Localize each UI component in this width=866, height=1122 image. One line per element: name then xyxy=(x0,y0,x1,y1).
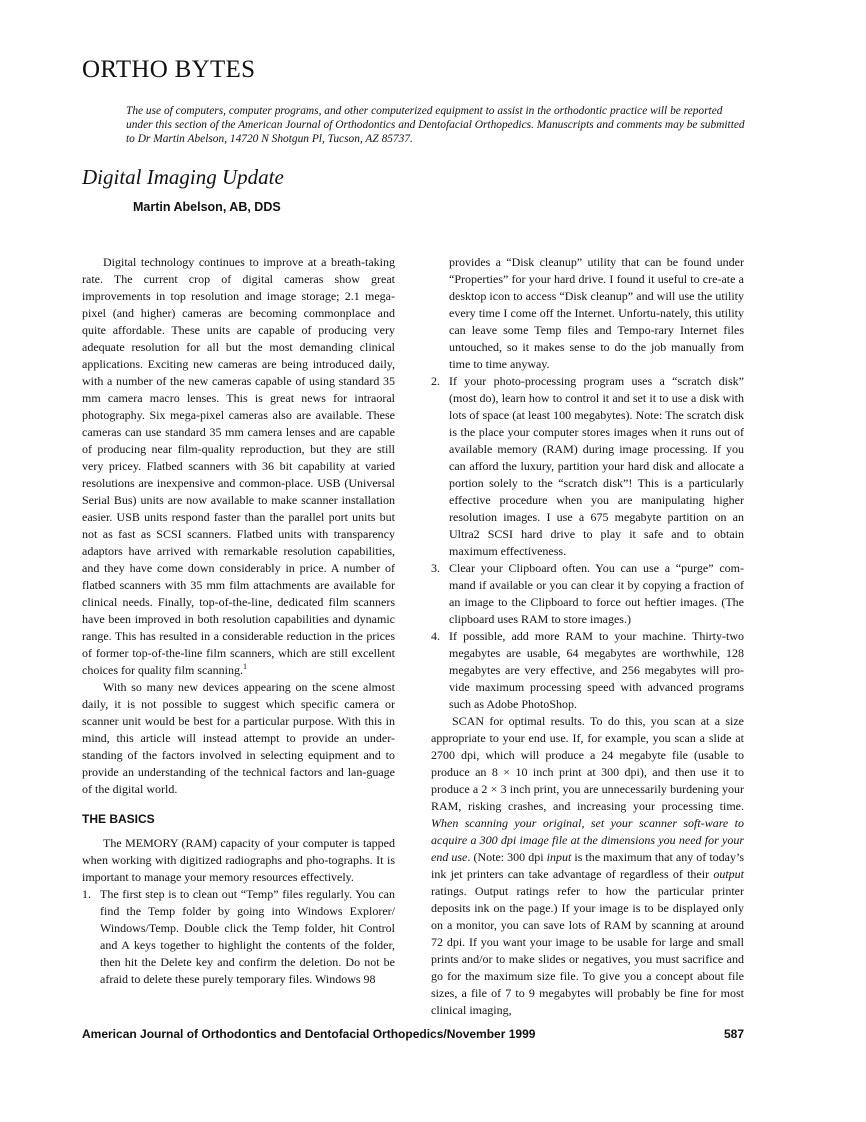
scan-text-d: ratings. Output ratings refer to how the particular printer deposits ink on the page.) If your image is to be displayed only on a monitor, you can save lots of RAM by scanning at around 72 dpi. If you want your image to be usable for large and small prints and/or to make slides or negatives, you must sacrifice and go for the maximum size file. To give you a concept about file sizes, a file of 7 to 9 megabytes will probably be fine for most clinical imaging, xyxy=(431,884,744,1017)
paragraph-intro xyxy=(82,254,395,679)
left-column xyxy=(82,254,395,988)
basics-heading: THE BASICS xyxy=(82,812,155,826)
scan-text-a: SCAN for optimal results. To do this, you scan at a size appropriate to your end use. If, for example, you scan a slide at 2700 dpi, which will produce a 24 megabyte file (usable to produce an 8 × 10 inch print at 300 dpi), and then use it to produce a 2 × 3 inch print, you are unnecessarily burdening your RAM, risking crashes, and increasing your processing time. xyxy=(431,714,744,813)
list-item-text: Clear your Clipboard often. You can use a “purge” com-mand if available or you can clear it by copying a fraction of an image to the Clipboard to force out heftier images. (The clipboard uses RAM to store images.) xyxy=(449,561,744,626)
list-item xyxy=(431,560,744,628)
list-item xyxy=(431,254,744,373)
scan-input-term: input xyxy=(546,850,572,864)
article-title: Digital Imaging Update xyxy=(82,165,284,189)
list-item-text: If your photo-processing program uses a “scratch disk” (most do), learn how to control it and set it to use a disk with lots of space (at least 100 megabytes). Note: The scratch disk is the place your computer stores images when it runs out of available memory (RAM) during image processing. If you can afford the luxury, partition your hard disk and allocate a portion solely to the “scratch disk”! This is a particularly effective procedure when you are manipulating higher resolution images. I use a 675 megabyte partition on an Ultra2 SCSI hard drive to play it safe and to obtain maximum effectiveness. xyxy=(449,374,744,558)
scan-emphasis: When scanning your original, set your scanner soft-ware to acquire a 300 dpi image file at the dimensions you need for your end use xyxy=(431,816,744,864)
paragraph-memory: The MEMORY (RAM) capacity of your computer is tapped when working with digitized radiographs and pho-tographs. It is important to manage your memory resources effectively. xyxy=(82,836,395,884)
list-item-number: 1. xyxy=(82,887,91,901)
memory-tips-list-continued xyxy=(431,254,744,713)
list-item-number: 3. xyxy=(431,561,440,575)
page-number: 587 xyxy=(723,1027,744,1041)
memory-tips-list xyxy=(82,886,395,988)
list-item xyxy=(82,886,395,988)
paragraph-intro-text: Digital technology continues to improve at a breath-taking rate. The current crop of digital cameras show great improvements in top resolution and image storage; 2.1 mega-pixel (and higher) cameras are becoming commonplace and quite affordable. These units are capable of producing very adequate resolution for all but the most demanding clinical applications. Exciting new cameras are being introduced daily, with a number of the new cameras capable of using standard 35 mm camera macro lenses. This is great news for intraoral photography. Six mega-pixel cameras also are available. These cameras can use standard 35 mm camera lenses and are capable of producing near film-quality reproduction, but they are still very pricey. Flatbed scanners with 36 bit capability at varied resolutions are inexpensive and common-place. USB (Universal Serial Bus) units are now available to make scanner installation easier. USB units respond faster than the parallel port units but not as fast as SCSI scanners. Flatbed units with transparency adaptors have arrived with remarkable resolution capabilities, and they have come down considerably in price. A number of flatbed scanners with 35 mm film attachments are available for clinical needs. Finally, top-of-the-line, dedicated film scanners have been improved in both resolution capabilities and dynamic range. This has resulted in a considerable reduction in the prices of former top-of-the-line film scanners, which are still excellent choices for quality film scanning. xyxy=(82,255,395,677)
section-title: ORTHO BYTES xyxy=(82,56,256,83)
right-column xyxy=(431,254,744,1019)
scan-text-b: . (Note: 300 dpi xyxy=(467,850,547,864)
list-item-number: 4. xyxy=(431,629,440,643)
paragraph-selection: With so many new devices appearing on the scene almost daily, it is not possible to suggest which specific camera or scanner unit would be best for a particular purpose. With this in mind, this article will instead attempt to provide an under-standing of the factors involved in selecting equipment and to provide an understanding of the technical factors and lan-guage of the digital world. xyxy=(82,680,395,796)
list-item xyxy=(431,373,744,560)
list-item-text: provides a “Disk cleanup” utility that can be found under “Properties” for your hard drive. I found it useful to cre-ate a desktop icon to access “Disk cleanup” and will use the utility every time I come off the Internet. Unfortu-nately, this utility can leave some Temp files and Tempo-rary Internet files untouched, so it makes sense to do the job manually from time to time anyway. xyxy=(449,255,744,371)
scan-text-c: is the maximum that any of today’s ink jet printers can take advantage of regardless of their xyxy=(431,850,745,881)
list-item xyxy=(431,628,744,713)
reference-1: 1 xyxy=(242,662,247,671)
footer-journal: American Journal of Orthodontics and Dentofacial Orthopedics/November 1999 xyxy=(82,1027,536,1041)
list-item-number: 2. xyxy=(431,374,440,388)
paragraph-scan xyxy=(431,713,744,1019)
list-item-text: If possible, add more RAM to your machine. Thirty-two megabytes are usable, 64 megabytes are worthwhile, 128 megabytes are very effective, and 256 megabytes will pro-vide maximum processing speed with advanced programs such as Adobe PhotoShop. xyxy=(449,629,744,711)
scan-output-term: output xyxy=(713,867,744,881)
list-item-text: The first step is to clean out “Temp” files regularly. You can find the Temp folder by going into Windows Explorer/ Windows/Temp. Double click the Temp folder, hit Control and A keys together to highlight the contents of the folder, then hit the Delete key and confirm the deletion. Do not be afraid to delete these purely temporary files. Windows 98 xyxy=(100,887,395,986)
section-intro: The use of computers, computer programs, and other computerized equipment to assist in the orthodontic practice will be reported under this section of the American Journal of Orthodontics and Dentofacial Orthopedics. Manuscripts and comments may be submitted to Dr Martin Abelson, 14720 N Shotgun Pl, Tucson, AZ 85737. xyxy=(126,105,745,145)
article-author: Martin Abelson, AB, DDS xyxy=(133,200,281,214)
